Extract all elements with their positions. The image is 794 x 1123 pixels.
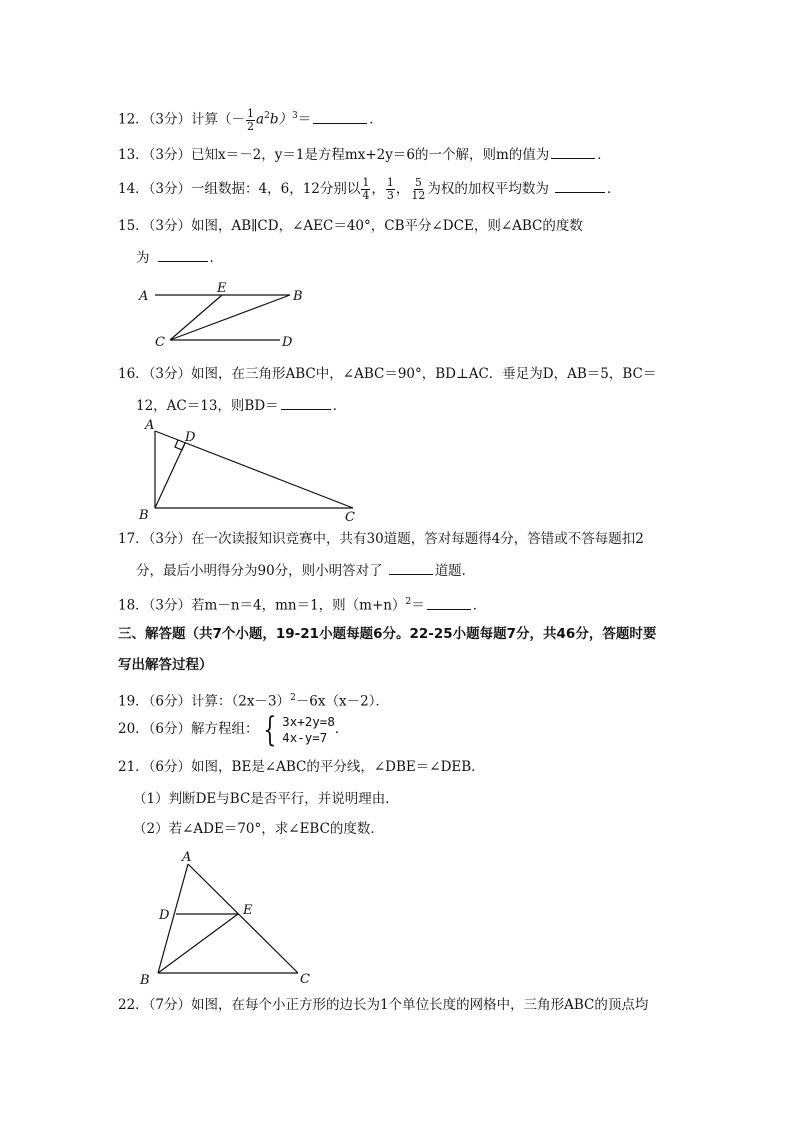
q15-figure	[130, 278, 330, 350]
q14-suffix: 为权的加权平均数为	[427, 181, 549, 197]
q21-label-b: B	[140, 973, 150, 988]
q12-var-b: b）	[269, 111, 292, 128]
q15-label-c: C	[155, 335, 165, 350]
q12-var-a: a	[256, 111, 265, 128]
q14-answer-blank[interactable]	[555, 178, 605, 193]
q21-sub1-text: （1）判断DE与BC是否平行，并说明理由．	[133, 791, 399, 807]
q21-line-ac	[188, 864, 298, 973]
question-14	[118, 177, 620, 202]
q16-label-d: D	[185, 430, 196, 445]
question-21-sub1	[133, 789, 399, 809]
q14-sep2: ，	[395, 181, 410, 197]
q21-line-be	[158, 914, 238, 973]
question-16-line2	[136, 395, 346, 416]
q14-fraction-1	[361, 177, 370, 202]
q18-answer-blank[interactable]	[427, 595, 471, 610]
q13-end: ．	[597, 147, 611, 163]
section-3-heading-line1	[118, 624, 656, 644]
q21-line1-text: 21．（6分）如图，BE是∠ABC的平分线，∠DBE＝∠DEB．	[118, 759, 485, 775]
q16-line-bd	[155, 443, 185, 508]
question-17-line1	[118, 529, 644, 549]
question-18	[118, 592, 486, 616]
q12-answer-blank[interactable]	[313, 109, 367, 124]
question-15-line2	[136, 247, 223, 268]
q19-prefix: 19．（6分）计算：（2x－3）	[118, 693, 291, 710]
section-3-heading-text1: 三、解答题（共7个小题，19-21小题每题6分。22-25小题每题7分，共46分，答题时要	[118, 626, 657, 642]
question-17-line2	[136, 560, 475, 581]
q20-eq2: 4x-y=7	[282, 729, 328, 745]
question-16-line1	[118, 364, 656, 384]
q21-label-d: D	[159, 908, 170, 923]
question-15-line1	[118, 216, 583, 236]
q12-exp-a: 2	[264, 111, 270, 121]
q12-fraction	[246, 108, 255, 133]
q15-line-cb	[170, 295, 290, 340]
question-21	[118, 757, 485, 777]
question-19	[118, 688, 389, 712]
q14-f1-num: 1	[362, 176, 370, 189]
q12-frac-den: 2	[247, 119, 255, 133]
q12-prefix: 12．（3分）计算（－	[118, 111, 246, 128]
q13-answer-blank[interactable]	[551, 144, 595, 159]
question-22	[118, 995, 648, 1015]
q16-end: ．	[332, 398, 347, 414]
q16-label-b: B	[139, 508, 149, 523]
q15-label-d: D	[282, 335, 293, 350]
question-21-sub2	[133, 819, 384, 839]
question-20	[118, 709, 349, 750]
q15-answer-blank[interactable]	[158, 247, 208, 262]
q16-line1-text: 16．（3分）如图，在三角形ABC中，∠ABC＝90°，BD⊥AC．垂足为D，AB＝5，BC＝	[118, 366, 657, 382]
q14-f2-den: 3	[386, 189, 394, 202]
q14-sep1: ，	[371, 181, 385, 197]
q16-answer-blank[interactable]	[281, 395, 331, 410]
q14-fraction-3	[410, 177, 426, 202]
q15-label-e: E	[217, 281, 227, 296]
q12-exp-3: 3	[291, 111, 298, 121]
q15-line2-text: 为	[136, 250, 150, 266]
q21-figure	[130, 848, 330, 988]
q18-exp: 2	[405, 597, 412, 607]
q21-label-a: A	[182, 850, 192, 865]
question-13	[118, 144, 611, 165]
question-12	[118, 106, 383, 133]
q14-f3-den: 12	[411, 189, 426, 202]
q18-end: ．	[472, 597, 487, 614]
q17-line1-text: 17．（3分）在一次读报知识竞赛中，共有30道题，答对每题得4分，答错或不答每题扣2	[118, 531, 644, 547]
q15-end: ．	[209, 250, 223, 266]
q20-equations	[282, 714, 335, 746]
q18-prefix: 18．（3分）若m－n＝4，mn＝1，则（m+n）	[118, 597, 406, 614]
q16-figure	[135, 415, 370, 525]
q21-label-e: E	[243, 903, 253, 918]
q14-fraction-2	[386, 177, 395, 202]
q14-prefix: 14．（3分）一组数据：4，6，12分别以	[118, 181, 361, 197]
q19-exp: 2	[290, 693, 296, 703]
q20-eq1: 3x+2y=8	[282, 713, 335, 729]
q14-f3-num: 5	[414, 176, 422, 189]
section-3-heading-line2	[118, 655, 213, 675]
q21-sub2-text: （2）若∠ADE＝70°，求∠EBC的度数．	[133, 821, 384, 837]
q20-equation-system	[259, 709, 335, 750]
q16-label-c: C	[345, 510, 355, 525]
q15-label-b: B	[293, 289, 303, 304]
q14-f2-num: 1	[386, 176, 394, 189]
q14-end: ．	[606, 181, 621, 197]
q17-answer-blank[interactable]	[389, 560, 433, 575]
q12-end: ．	[369, 111, 383, 128]
q20-prefix: 20．（6分）解方程组：	[118, 721, 259, 737]
q21-label-c: C	[300, 972, 310, 987]
q15-line1-text: 15．（3分）如图，AB∥CD，∠AEC＝40°，CB平分∠DCE，则∠ABC的度数	[118, 218, 583, 234]
q16-line2-text: 12，AC＝13，则BD＝	[136, 398, 279, 414]
q20-end: ．	[334, 721, 349, 737]
q16-label-a: A	[145, 418, 155, 433]
q20-brace: {	[262, 709, 276, 750]
q12-eq: ＝	[297, 111, 312, 128]
section-3-heading-text2: 写出解答过程）	[118, 657, 213, 673]
q14-f1-den: 4	[362, 189, 370, 202]
q15-line-ce	[170, 295, 222, 340]
q17-line2b-text: 道题．	[434, 563, 476, 579]
q13-text: 13．（3分）已知x＝－2，y＝1是方程mx+2y＝6的一个解，则m的值为	[118, 147, 550, 163]
q12-frac-num: 1	[247, 106, 255, 120]
q22-line1-text: 22．（7分）如图，在每个小正方形的边长为1个单位长度的网格中，三角形ABC的顶点均	[118, 997, 649, 1013]
q17-line2a-text: 分，最后小明得分为90分，则小明答对了	[136, 563, 383, 579]
q19-suffix: －6x（x－2）．	[295, 693, 389, 710]
q18-eq: ＝	[411, 597, 425, 614]
q15-label-a: A	[139, 289, 149, 304]
